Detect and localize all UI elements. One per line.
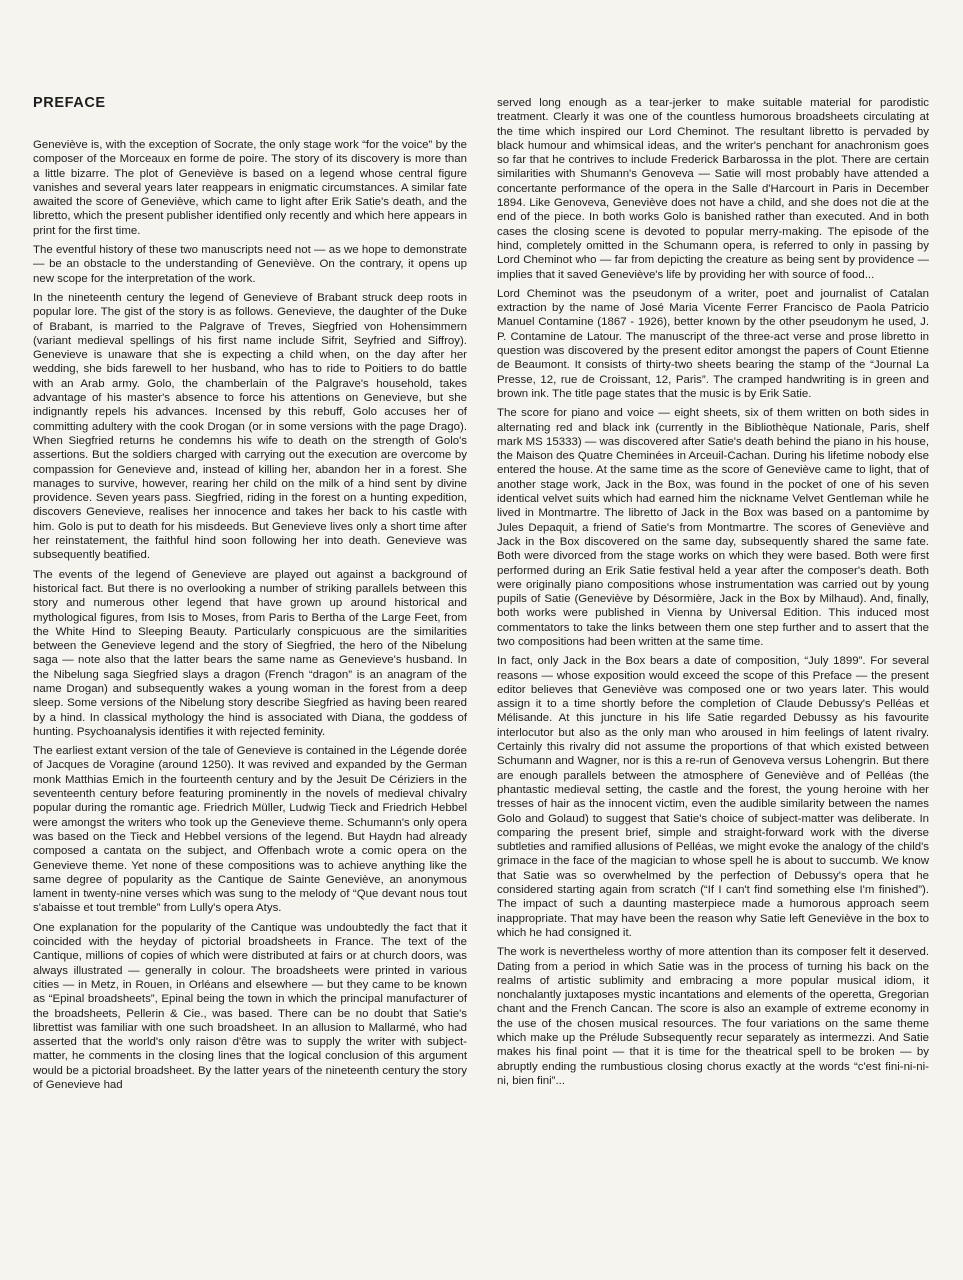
paragraph: The score for piano and voice — eight sheets, six of them written on both sides in alternating red and black ink (currently in the Bibliothèque Nationale, Paris, shelf mark MS 15333) — was discovered after Satie's death behind the piano in his house, the Maison des Quatre Cheminées in Arceuil-Cachan. During his lifetime nobody else entered the house. At the same time as the score of Geneviève came to light, that of another stage work, Jack in the Box, was found in the pocket of one of his seven identical velvet suits which had earned him the nickname Velvet Gentleman while he lived in Montmartre. The libretto of Jack in the Box was based on a pantomime by Jules Depaquit, a friend of Satie's from Montmartre. The scores of Geneviève and Jack in the Box discovered on the same day, subsequently shared the same fate. Both were divorced from the stage works on which they were based. Both were first performed during an Erik Satie festival held a year after the composer's death. Both were originally piano compositions whose instrumentation was carried out by young pupils of Satie (Geneviève by Désormière, Jack in the Box by Milhaud). And, finally, both works were published in Vienna by Universal Edition. This induced most commentators to take the links between them one step further and to assert that the two compositions had been written at the same time. (497, 407, 929, 648)
paragraph: Geneviève is, with the exception of Socrate, the only stage work “for the voice” by the composer of the Morceaux en forme de poire. The story of its discovery is more than a little bizarre. The plot of Geneviève is based on a legend whose central figure vanishes and several years later reappears in enigmatic circumstances. A similar fate awaited the score of Geneviève, which came to light after Erik Satie's death, and the libretto, which the present publisher identified only recently and which here appears in print for the first time. (33, 139, 467, 237)
left-column (33, 138, 467, 1097)
paragraph: The earliest extant version of the tale of Genevieve is contained in the Légende dorée of Jacques de Voragine (around 1250). It was revived and expanded by the German monk Matthias Emich in the fourteenth century and by the Jesuit De Cériziers in the seventeenth century before featuring prominently in the novels of medieval chivalry popular during the romantic age. Friedrich Müller, Ludwig Tieck and Friedrich Hebbel were amongst the writers who took up the Genevieve theme. Schumann's only opera was based on the Tieck and Hebbel versions of the legend. But Haydn had already composed a cantata on the subject, and Offenbach wrote a comic opera on the Genevieve theme. Yet none of these compositions was to achieve anything like the same degree of popularity as the Cantique de Sainte Geneviève, an anonymous lament in twenty-nine verses which was sung to the melody of “Que devant nous tout s'abaisse et tout tremble” from Lully's opera Atys. (33, 745, 467, 915)
paragraph: The events of the legend of Genevieve are played out against a background of historical fact. But there is no overlooking a number of striking parallels between this story and numerous other legend that have grown up around historical and mythological figures, from Isis to Moses, from Paris to Bertha of the Large Feet, from the White Hind to Sleeping Beauty. Particularly conspicuous are the similarities between the Genevieve legend and the story of Siegfried, the hero of the Nibelung saga — note also that the latter bears the same name as Genevieve's husband. In the Nibelung saga Siegfried slays a dragon (French “dragon” is an anagram of the name Drogan) and subsequently wakes a young woman in the forest from a deep sleep. Some versions of the Nibelung story describe Siegfried as having been reared by a hind. In classical mythology the hind is associated with Diana, the goddess of hunting. Psychoanalysis identifies it with rejected feminity. (33, 568, 467, 738)
paragraph: In fact, only Jack in the Box bears a date of composition, “July 1899”. For several reasons — whose exposition would exceed the scope of this Preface — the present editor believes that Geneviève was composed one or two years later. This would assign it to a time shortly before the completion of Claude Debussy's Pelléas et Mélisande. At this juncture in his life Satie regarded Debussy as his favourite interlocutor but also as the only man who aroused in him feelings of latent rivalry. Certainly this rivalry did not assume the proportions of that which existed between Schumann and Wagner, nor is this a re-run of Genoveva versus Lohengrin. But there are enough parallels between the atmosphere of Geneviève and of Pelléas (the phantastic medieval setting, the castle and the forest, the young heroine with her tresses of hair as the innocent victim, even the audible similarity between the names Golo and Golaud) to suggest that Satie's choice of subject-matter was deliberate. In comparing the present brief, simple and straight-forward work with the diverse subtleties and ramified allusions of Pelléas, we might evoke the analogy of the child's grimace in the face of the magician to whose spell he is about to succumb. We know that Satie was so overwhelmed by the perfection of Debussy's opera that he considered starting again from scratch (“If I can't find something else I'm finished”). The impact of such a daunting masterpiece made a humorous approach seem inappropriate. That may have been the reason why Satie left Geneviève in the box to which he had consigned it. (497, 655, 929, 939)
paragraph: One explanation for the popularity of the Cantique was undoubtedly the fact that it coincided with the heyday of pictorial broadsheets in France. The text of the Cantique, millions of copies of which were distributed at fairs or at church doors, was always illustrated — generally in colour. The broadsheets were printed in various cities — in Metz, in Rouen, in Orléans and elsewhere — but they came to be known as “Epinal broadsheets”, Epinal being the town in which the principal manufacturer of the broadsheets, Pellerin & Cie., was based. There can be no doubt that Satie's librettist was familiar with one such broadsheet. In an allusion to Mallarmé, who had asserted that the world's only raison d'être was to supply the writer with subject-matter, he comments in the closing lines that the logical conclusion of this argument would be a pictorial broadsheet. By the latter years of the nineteenth century the story of Genevieve had (33, 921, 467, 1091)
paragraph: In the nineteenth century the legend of Genevieve of Brabant struck deep roots in popular lore. The gist of the story is as follows. Genevieve, the daughter of the Duke of Brabant, is married to the Palgrave of Treves, Siegfried von Hohensimmern (variant medieval spellings of his first name include Sifrit, Seyfried and Siffroy). Genevieve is unaware that she is expecting a child when, on the day after her wedding, she bids farewell to her husband, who has to ride to Poitiers to do battle with an Arab army. Golo, the chamberlain of the Palgrave's household, takes advantage of his master's absence to force his attentions on Genevieve, but she indignantly repels his advances. Incensed by this rebuff, Golo accuses her of committing adultery with the cook Drogan (or in some versions with the page Drago). When Siegfried returns he condemns his wife to death on the strength of Golo's assertions. But the soldiers charged with carrying out the execution are overcome by compassion for Genevieve and, instead of killing her, abandon her in a forest. She manages to survive, however, rearing her child on the milk of a hind sent by divine providence. Seven years pass. Siegfried, riding in the forest on a hunting expedition, discovers Genevieve, realises her innocence and takes her back to his castle with him. Golo is put to death for his misdeeds. But Genevieve lives only a short time after her reinstatement, the faithful hind soon following her into death. Genevieve was subsequently beatified. (33, 291, 467, 562)
paragraph: The eventful history of these two manuscripts need not — as we hope to demonstrate — be an obstacle to the understanding of Geneviève. On the contrary, it opens up new scope for the interpretation of the work. (33, 244, 467, 285)
right-column (497, 96, 929, 1093)
paragraph: The work is nevertheless worthy of more attention than its composer felt it deserved. Dating from a period in which Satie was in the process of turning his back on the realms of artistic sublimity and embracing a more popular musical idiom, it nonchalantly juxtaposes mystic incantations and elements of the operetta, Gregorian chant and the French Cancan. The score is also an example of extreme economy in the use of the chosen musical resources. The four variations on the same theme which make up the Prélude Subsequently recur separately as intermezzi. And Satie makes his final point — that it is time for the theatrical spell to be broken — by abruptly ending the rumbustious closing chorus exactly at the words “c'est fini-ni-ni-ni, bien fini”... (497, 946, 929, 1087)
paragraph: served long enough as a tear-jerker to make suitable material for parodistic treatment. Clearly it was one of the countless humorous broadsheets circulating at the time which inspired our Lord Cheminot. The resultant libretto is pervaded by black humour and whimsical ideas, and the writer's penchant for anachronism goes so far that he contrives to include Frederick Barbarossa in the plot. There are certain similarities with Shumann's Genoveva — Satie will most probably have attended a concertante performance of the opera in the Salle d'Harcourt in Paris in December 1894. Like Genoveva, Geneviève does not have a child, and she does not die at the end of the piece. In both works Golo is banished rather than executed. And in both cases the closing scene is devoted to popular merry-making. The episode of the hind, completely omitted in the Schumann opera, is referred to only in passing by Lord Cheminot who — far from depicting the creature as being sent by providence — implies that it saved Geneviève's life by providing her with source of food... (497, 97, 929, 281)
page-title: PREFACE (33, 95, 106, 111)
paragraph: Lord Cheminot was the pseudonym of a writer, poet and journalist of Catalan extraction by the name of José Maria Vicente Ferrer Francisco de Paola Patricio Manuel Contamine (1867 - 1926), better known by the other pseudonym he used, J. P. Contamine de Latour. The manuscript of the three-act verse and prose libretto in question was discovered by the present editor amongst the papers of Count Etienne de Beaumont. It consists of thirty-two sheets bearing the stamp of the “Journal La Presse, 12, rue de Croissant, 12, Paris”. The cramped handwriting is in green and brown ink. The title page states that the music is by Erik Satie. (497, 287, 929, 400)
